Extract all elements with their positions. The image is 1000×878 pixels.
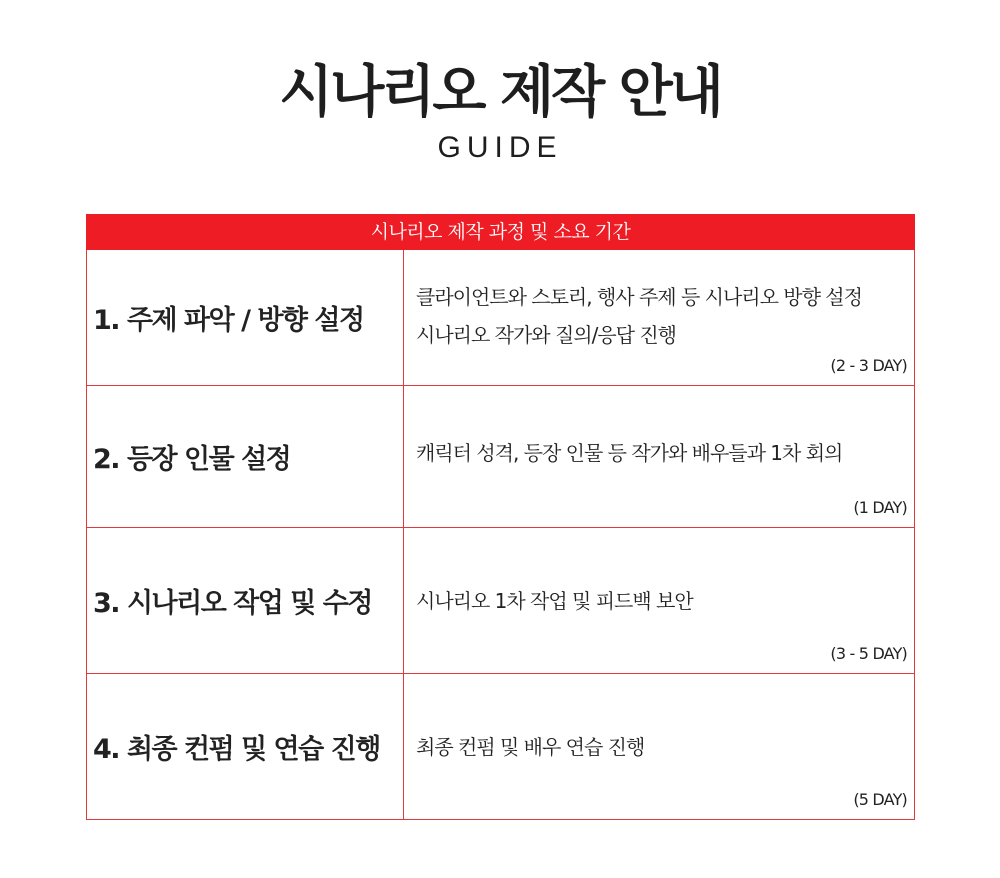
step-description-cell <box>404 674 914 819</box>
table-row <box>86 528 915 674</box>
duration-label: (1 DAY) <box>853 498 907 517</box>
table-header: 시나리오 제작 과정 및 소요 기간 <box>86 214 915 250</box>
description-line: 시나리오 1차 작업 및 피드백 보안 <box>416 589 693 613</box>
table-row <box>86 674 915 820</box>
step-description-cell <box>404 386 914 527</box>
table-row <box>86 250 915 386</box>
description-line: 최종 컨펌 및 배우 연습 진행 <box>416 735 645 759</box>
description-line: 시나리오 작가와 질의/응답 진행 <box>416 323 676 347</box>
step-title: 1. 주제 파악 / 방향 설정 <box>87 250 404 385</box>
duration-label: (3 - 5 DAY) <box>830 644 907 663</box>
table-row <box>86 386 915 528</box>
description-line: 캐릭터 성격, 등장 인물 등 작가와 배우들과 1차 회의 <box>416 441 843 465</box>
step-title: 4. 최종 컨펌 및 연습 진행 <box>87 674 404 819</box>
step-description <box>416 582 906 620</box>
step-description <box>416 728 906 766</box>
duration-label: (5 DAY) <box>853 790 907 809</box>
page-title: 시나리오 제작 안내 <box>279 60 721 125</box>
duration-label: (2 - 3 DAY) <box>830 356 907 375</box>
step-description-cell <box>404 250 914 385</box>
step-description-cell <box>404 528 914 673</box>
step-title: 3. 시나리오 작업 및 수정 <box>87 528 404 673</box>
step-description <box>416 434 906 472</box>
step-description <box>416 278 906 354</box>
page-subtitle: GUIDE <box>437 131 563 164</box>
schedule-table <box>86 214 915 819</box>
description-line: 클라이언트와 스토리, 행사 주제 등 시나리오 방향 설정 <box>416 285 862 309</box>
step-title: 2. 등장 인물 설정 <box>87 386 404 527</box>
